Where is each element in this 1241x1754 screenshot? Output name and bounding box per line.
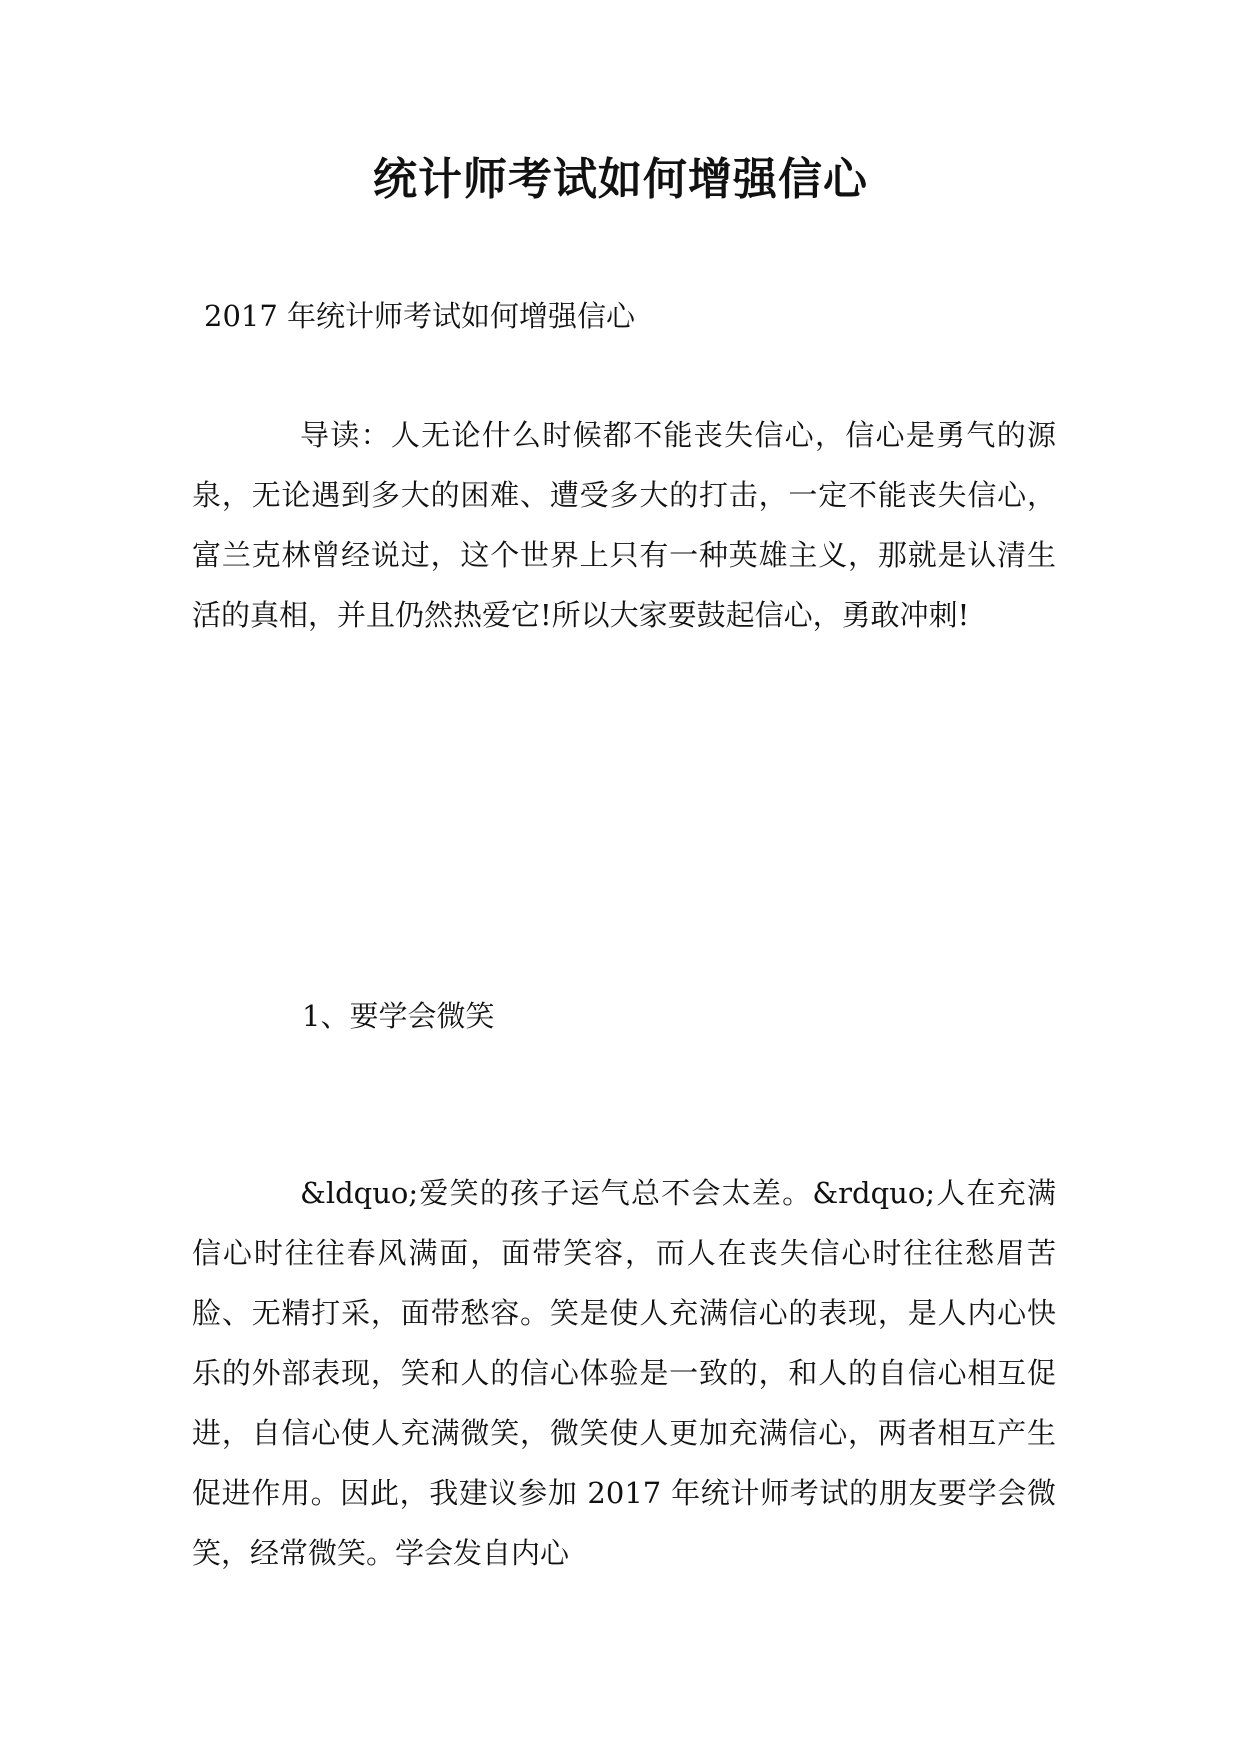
- document-title: 统计师考试如何增强信心: [373, 154, 868, 205]
- section-heading: 1、要学会微笑: [302, 999, 495, 1033]
- intro-paragraph: 导读：人无论什么时候都不能丧失信心，信心是勇气的源泉，无论遇到多大的困难、遭受多大的打击，一定不能丧失信心，富兰克林曾经说过，这个世界上只有一种英雄主义，那就是认清生活的真相，并且仍然热爱它!所以大家要鼓起信心，勇敢冲刺!: [192, 418, 1056, 632]
- section-paragraph: &ldquo;爱笑的孩子运气总不会太差。&rdquo;人在充满信心时往往春风满面，面带笑容，而人在丧失信心时往往愁眉苦脸、无精打采，面带愁容。笑是使人充满信心的表现，是人内心快乐的外部表现，笑和人的信心体验是一致的，和人的自信心相互促进，自信心使人充满微笑，微笑使人更加充满信心，两者相互产生促进作用。因此，我建议参加 2017 年统计师考试的朋友要学会微笑，经常微笑。学会发自内心: [192, 1176, 1056, 1570]
- document-subtitle: 2017 年统计师考试如何增强信心: [204, 299, 636, 333]
